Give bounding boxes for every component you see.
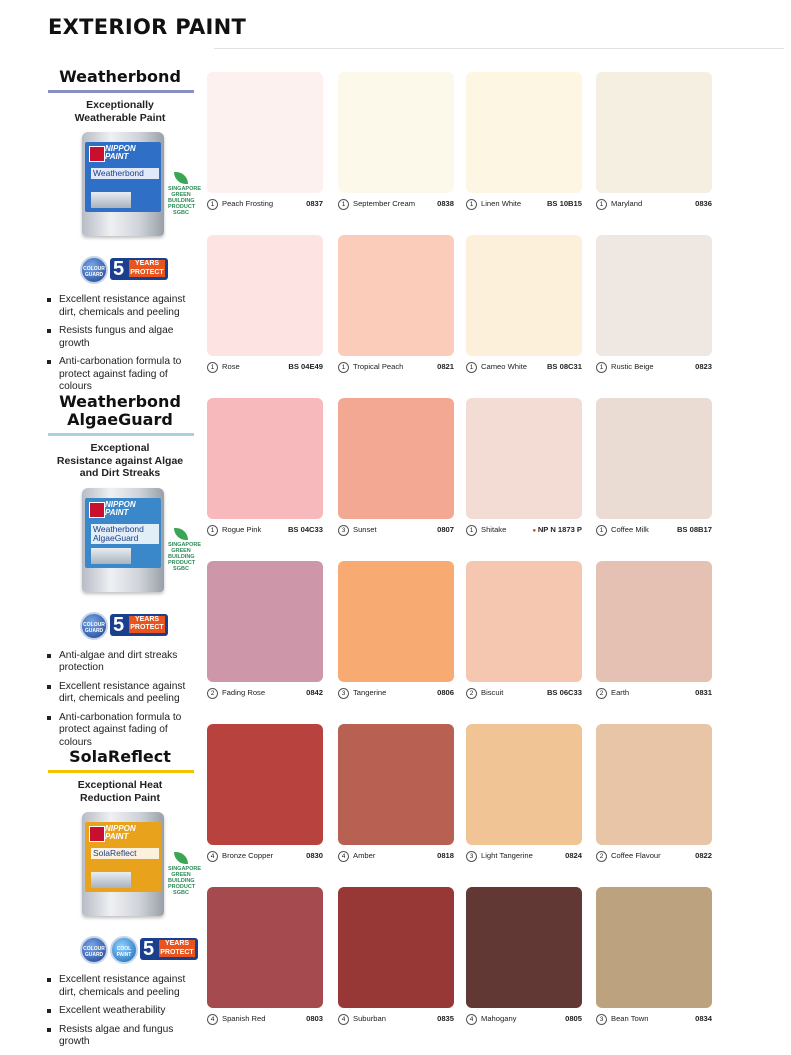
- product-tagline: [44, 442, 196, 480]
- color-code: 0830: [306, 851, 323, 860]
- can-product-line: AlgaeGuard: [93, 532, 139, 543]
- color-swatch: [207, 72, 323, 193]
- years-number: 5: [143, 938, 155, 960]
- color-name: Spanish Red: [222, 1014, 266, 1023]
- product-tagline: [44, 99, 196, 124]
- product-tagline: [44, 779, 196, 804]
- color-name: Rogue Pink: [222, 525, 262, 534]
- feature-item: Excellent resistance against dirt, chemicals and peeling: [44, 974, 196, 999]
- product-tagline-line: Exceptionally: [86, 99, 154, 111]
- color-swatch: [466, 887, 582, 1008]
- paint-can-image: [82, 488, 164, 592]
- color-code: 0803: [306, 1014, 323, 1023]
- color-swatch: [466, 235, 582, 356]
- swatch-label: [338, 524, 454, 536]
- product-name: [44, 68, 196, 86]
- product-tagline-line: Reduction Paint: [80, 791, 160, 804]
- swatch-label: [207, 524, 323, 536]
- swatch-label: [596, 524, 712, 536]
- product-number-icon: 1: [596, 362, 607, 373]
- product-name-underline: [48, 770, 194, 773]
- green-badge-line: SGBC: [173, 565, 189, 572]
- color-code: 0831: [695, 688, 712, 697]
- product-number-icon: 1: [466, 525, 477, 536]
- colour-guard-text: COLOUR GUARD: [83, 946, 105, 958]
- color-name: Coffee Milk: [611, 525, 649, 534]
- cool-paint-badge: [110, 936, 138, 964]
- color-swatch: [466, 398, 582, 519]
- color-code: BS 10B15: [546, 199, 582, 208]
- product-number-icon: 2: [596, 851, 607, 862]
- product-name-line: AlgaeGuard: [67, 410, 173, 429]
- product-number-icon: 4: [466, 1014, 477, 1025]
- green-badge-line: GREEN: [171, 547, 191, 554]
- color-code: 0838: [437, 199, 454, 208]
- color-code: 0837: [306, 199, 323, 208]
- feature-item: Anti-carbonation formula to protect against fading of colours: [44, 712, 196, 750]
- product-name: [44, 393, 196, 429]
- feature-list: [44, 294, 196, 394]
- green-badge-line: PRODUCT: [168, 204, 196, 210]
- swatch-label: [596, 198, 712, 210]
- color-code: 0807: [437, 525, 454, 534]
- color-name: Amber: [353, 851, 376, 860]
- color-swatch: [596, 561, 712, 682]
- swatch-label: [466, 850, 582, 862]
- swatch-label: [466, 524, 582, 536]
- product-name-underline: [48, 433, 194, 436]
- years-protect-text: YEARS PROTECT: [130, 260, 164, 276]
- swatch-label: [466, 361, 582, 373]
- product-number-icon: 1: [207, 199, 218, 210]
- green-badge-line: BUILDING: [168, 553, 195, 560]
- swatch-label: [338, 1013, 454, 1025]
- paint-can-label: [85, 142, 161, 212]
- swatch-label: [338, 361, 454, 373]
- color-swatch: [466, 72, 582, 193]
- can-product-name: [91, 848, 159, 859]
- product-number-icon: 1: [207, 525, 218, 536]
- swatch-label: [466, 687, 582, 699]
- swatch-label: [466, 198, 582, 210]
- product-tagline-line: Exceptional: [90, 442, 150, 454]
- paint-can-label: [85, 822, 161, 892]
- color-swatch: [596, 72, 712, 193]
- color-name: Light Tangerine: [481, 851, 533, 860]
- green-leaf-icon: [174, 172, 188, 184]
- green-badge-line: BUILDING: [168, 878, 195, 884]
- protection-badges: [44, 256, 196, 286]
- swatch-label: [338, 850, 454, 862]
- protection-badges: [44, 936, 196, 966]
- product-section: [44, 392, 202, 755]
- color-code: BS 04E49: [288, 362, 323, 371]
- feature-item: Excellent resistance against dirt, chemicals and peeling: [44, 681, 196, 706]
- color-name: Rustic Beige: [611, 362, 654, 371]
- swatch-label: [596, 687, 712, 699]
- color-code: 0835: [437, 1014, 454, 1023]
- product-section: [44, 67, 202, 400]
- swatch-label: [596, 850, 712, 862]
- product-number-icon: 3: [338, 688, 349, 699]
- color-code: 0822: [695, 851, 712, 860]
- can-brand-text: NIPPON PAINT: [105, 144, 136, 161]
- can-product-line: Weatherbond: [93, 523, 144, 534]
- color-swatch: [596, 887, 712, 1008]
- color-code: BS 06C33: [546, 688, 582, 697]
- color-swatch: [207, 724, 323, 845]
- color-name: Bean Town: [611, 1014, 649, 1023]
- product-name-line: Weatherbond: [59, 392, 181, 411]
- color-name: Linen White: [481, 199, 522, 208]
- color-code: 0806: [437, 688, 454, 697]
- green-badge-line: BUILDING: [168, 198, 195, 204]
- color-name: Peach Frosting: [222, 199, 274, 208]
- can-product-name: [91, 524, 159, 544]
- years-protect-text: YEARS PROTECT: [130, 615, 164, 631]
- years-protect-badge: [110, 614, 168, 636]
- product-number-icon: 1: [596, 525, 607, 536]
- green-badge-line: SINGAPORE: [168, 866, 202, 872]
- color-swatch: [596, 235, 712, 356]
- product-name-line: Weatherbond: [59, 67, 181, 86]
- color-code: 0824: [565, 851, 582, 860]
- color-name: Bronze Copper: [222, 851, 274, 860]
- color-code: 0823: [695, 362, 712, 371]
- years-protect-badge: [140, 938, 198, 960]
- color-swatch: [338, 235, 454, 356]
- page-title: EXTERIOR PAINT: [48, 15, 247, 39]
- color-swatch: [466, 724, 582, 845]
- swatch-label: [207, 198, 323, 210]
- green-building-badge: [168, 528, 202, 580]
- years-protect-badge: [110, 258, 168, 280]
- feature-item: Resists fungus and algae growth: [44, 325, 196, 350]
- swatch-label: [207, 1013, 323, 1025]
- color-code: BS 04C33: [287, 525, 323, 534]
- feature-list: [44, 974, 196, 1049]
- product-tagline-line: Exceptional Heat: [77, 779, 163, 791]
- swatch-label: [207, 850, 323, 862]
- green-leaf-icon: [174, 852, 188, 864]
- colour-guard-badge: [80, 612, 108, 640]
- color-swatch: [207, 398, 323, 519]
- years-number: 5: [113, 613, 125, 636]
- product-number-icon: 1: [207, 362, 218, 373]
- color-name: Earth: [611, 688, 630, 697]
- color-swatch: [338, 724, 454, 845]
- color-swatch: [207, 561, 323, 682]
- color-swatch: [596, 724, 712, 845]
- swatch-label: [207, 361, 323, 373]
- color-swatch: [466, 561, 582, 682]
- cool-paint-text: COOL PAINT: [116, 946, 132, 958]
- product-number-icon: 4: [207, 1014, 218, 1025]
- color-swatch: [338, 72, 454, 193]
- color-name: Rose: [222, 362, 240, 371]
- product-name-underline: [48, 90, 194, 93]
- product-number-icon: 3: [466, 851, 477, 862]
- product-tagline-line: Weatherable Paint: [74, 111, 166, 124]
- product-number-icon: 3: [338, 525, 349, 536]
- product-tagline-line: and Dirt Streaks: [79, 467, 161, 479]
- colour-guard-text: COLOUR GUARD: [83, 621, 105, 634]
- swatch-label: [338, 198, 454, 210]
- product-number-icon: 4: [338, 1014, 349, 1025]
- can-brand-text: NIPPON PAINT: [105, 499, 136, 517]
- years-protect-text: YEARS PROTECT: [160, 940, 194, 956]
- product-tagline-line: Resistance against Algae: [56, 454, 184, 467]
- green-badge-line: SGBC: [173, 210, 189, 216]
- nippon-logo-icon: [89, 502, 105, 518]
- swatch-label: [466, 1013, 582, 1025]
- green-badge-line: SINGAPORE: [168, 186, 202, 192]
- protection-badges: [44, 612, 196, 642]
- color-name: September Cream: [353, 199, 416, 208]
- color-name: Suburban: [353, 1014, 386, 1023]
- paint-can-image: [82, 132, 164, 236]
- color-swatch: [338, 398, 454, 519]
- color-name: Coffee Flavour: [611, 851, 661, 860]
- years-number: 5: [113, 258, 125, 280]
- colour-guard-badge: [80, 936, 108, 964]
- green-building-badge: [168, 852, 202, 904]
- house-illustration-icon: [91, 192, 131, 208]
- color-swatch: [207, 887, 323, 1008]
- product-name-line: SolaReflect: [69, 747, 171, 766]
- product-number-icon: 3: [596, 1014, 607, 1025]
- product-name: [44, 748, 196, 766]
- color-name: Tangerine: [353, 688, 387, 697]
- feature-item: Anti-carbonation formula to protect against fading of colours: [44, 356, 196, 394]
- paint-can-label: [85, 498, 161, 568]
- color-name: Cameo White: [481, 362, 528, 371]
- title-divider: [214, 48, 784, 49]
- feature-item: Anti-algae and dirt streaks protection: [44, 650, 196, 675]
- house-illustration-icon: [91, 548, 131, 564]
- green-building-badge: [168, 172, 202, 224]
- color-name: Biscuit: [481, 688, 504, 697]
- color-name: Mahogany: [481, 1014, 517, 1023]
- color-code: 0842: [306, 688, 323, 697]
- swatch-label: [207, 687, 323, 699]
- green-badge-line: SINGAPORE: [168, 541, 202, 548]
- color-code: BS 08C31: [546, 362, 582, 371]
- can-product-line: Weatherbond: [93, 168, 144, 178]
- product-can-area: [44, 132, 202, 252]
- swatch-label: [596, 1013, 712, 1025]
- green-badge-line: GREEN: [171, 192, 191, 198]
- green-badge-line: GREEN: [171, 872, 191, 878]
- feature-item: Excellent weatherability: [44, 1005, 196, 1018]
- feature-item: Excellent resistance against dirt, chemicals and peeling: [44, 294, 196, 319]
- color-name: Sunset: [353, 525, 377, 534]
- color-swatch: [596, 398, 712, 519]
- color-swatch: [338, 887, 454, 1008]
- product-number-icon: 1: [338, 199, 349, 210]
- can-product-line: SolaReflect: [93, 848, 137, 858]
- paint-can-image: [82, 812, 164, 916]
- green-badge-line: PRODUCT: [168, 884, 196, 890]
- color-code: 0821: [437, 362, 454, 371]
- color-code: 0836: [695, 199, 712, 208]
- product-number-icon: 2: [596, 688, 607, 699]
- product-number-icon: 4: [207, 851, 218, 862]
- color-code: BS 08B17: [676, 525, 712, 534]
- green-badge-line: SGBC: [173, 890, 189, 896]
- product-number-icon: 1: [466, 199, 477, 210]
- colour-guard-badge: [80, 256, 108, 284]
- color-swatch: [207, 235, 323, 356]
- colour-guard-text: COLOUR GUARD: [83, 266, 105, 278]
- color-name: Shitake: [481, 525, 507, 534]
- nippon-logo-icon: [89, 826, 105, 842]
- product-number-icon: 4: [338, 851, 349, 862]
- product-number-icon: 1: [338, 362, 349, 373]
- color-name: Tropical Peach: [353, 362, 404, 371]
- color-code: 0834: [695, 1014, 712, 1023]
- feature-item: Resists algae and fungus growth: [44, 1024, 196, 1049]
- feature-list: [44, 650, 196, 750]
- product-can-area: [44, 488, 202, 608]
- can-brand-text: NIPPON PAINT: [105, 824, 136, 841]
- color-code: ● NP N 1873 P: [533, 524, 582, 537]
- product-section: [44, 747, 202, 1055]
- nippon-logo-icon: [89, 146, 105, 162]
- color-name: Fading Rose: [222, 688, 266, 697]
- green-badge-line: PRODUCT: [168, 559, 196, 566]
- green-leaf-icon: [174, 528, 188, 540]
- product-number-icon: 2: [466, 688, 477, 699]
- color-code: 0818: [437, 851, 454, 860]
- can-product-name: [91, 168, 159, 179]
- product-can-area: [44, 812, 202, 932]
- product-number-icon: 1: [596, 199, 607, 210]
- color-code: 0805: [565, 1014, 582, 1023]
- product-number-icon: 2: [207, 688, 218, 699]
- swatch-label: [338, 687, 454, 699]
- house-illustration-icon: [91, 872, 131, 888]
- swatch-label: [596, 361, 712, 373]
- color-swatch: [338, 561, 454, 682]
- color-name: Maryland: [611, 199, 643, 208]
- product-number-icon: 1: [466, 362, 477, 373]
